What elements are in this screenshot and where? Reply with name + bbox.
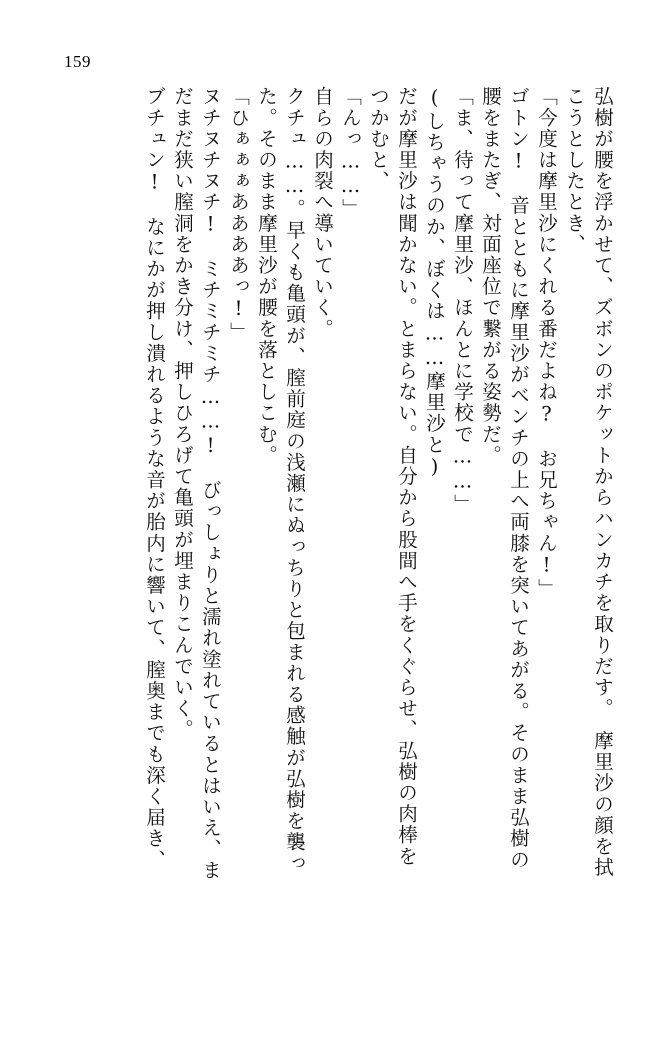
text-line: 弘樹が腰を浮かせて、ズボンのポケットからハンカチを取りだす。 摩里沙の顔を拭 (591, 86, 614, 879)
text-line: (しちゃうのか、ぼくは……摩里沙と) (423, 86, 446, 480)
text-line: 「んっ……」 (339, 86, 362, 220)
text-line: だが摩里沙は聞かない。とまらない。自分から股間へ手をくぐらせ、弘樹の肉棒を (395, 86, 418, 867)
text-line: 自らの肉裂へ導いていく。 (311, 86, 334, 340)
text-line: クチュ……。早くも亀頭が、膣前庭の浅瀬にぬっちりと包まれる感触が弘樹を襲っ (283, 86, 306, 874)
text-line: 「今度は摩里沙にくれる番だよね? お兄ちゃん!」 (535, 86, 558, 600)
page-number: 159 (64, 52, 91, 71)
text-line: 「ひぁぁぁああああっ!」 (227, 86, 250, 343)
text-line: た。そのまま摩里沙が腰を落としこむ。 (255, 86, 278, 466)
vertical-text-body (52, 86, 616, 1020)
text-line: こうとしたとき、 (563, 86, 586, 255)
text-line: 「ま、待って摩里沙、ほんとに学校で……」 (451, 86, 474, 515)
text-line: ゴトン! 音とともに摩里沙がベンチの上へ両膝を突いてあがる。そのまま弘樹の (507, 86, 530, 871)
text-line: ヌチヌチヌチ! ミチミチミチ……! びっしょりと濡れ塗れているとはいえ、ま (199, 86, 222, 881)
text-line: だまだ狭い膣洞をかき分け、押しひろげて亀頭が埋まりこんでいく。 (171, 86, 194, 741)
text-line: つかむと、 (367, 86, 390, 192)
text-line: 腰をまたぎ、対面座位で繋がる姿勢だ。 (479, 86, 502, 466)
text-line: ブチュン! なにかが押し潰れるような音が胎内に響いて、膣奥までも深く届き、 (143, 86, 166, 871)
